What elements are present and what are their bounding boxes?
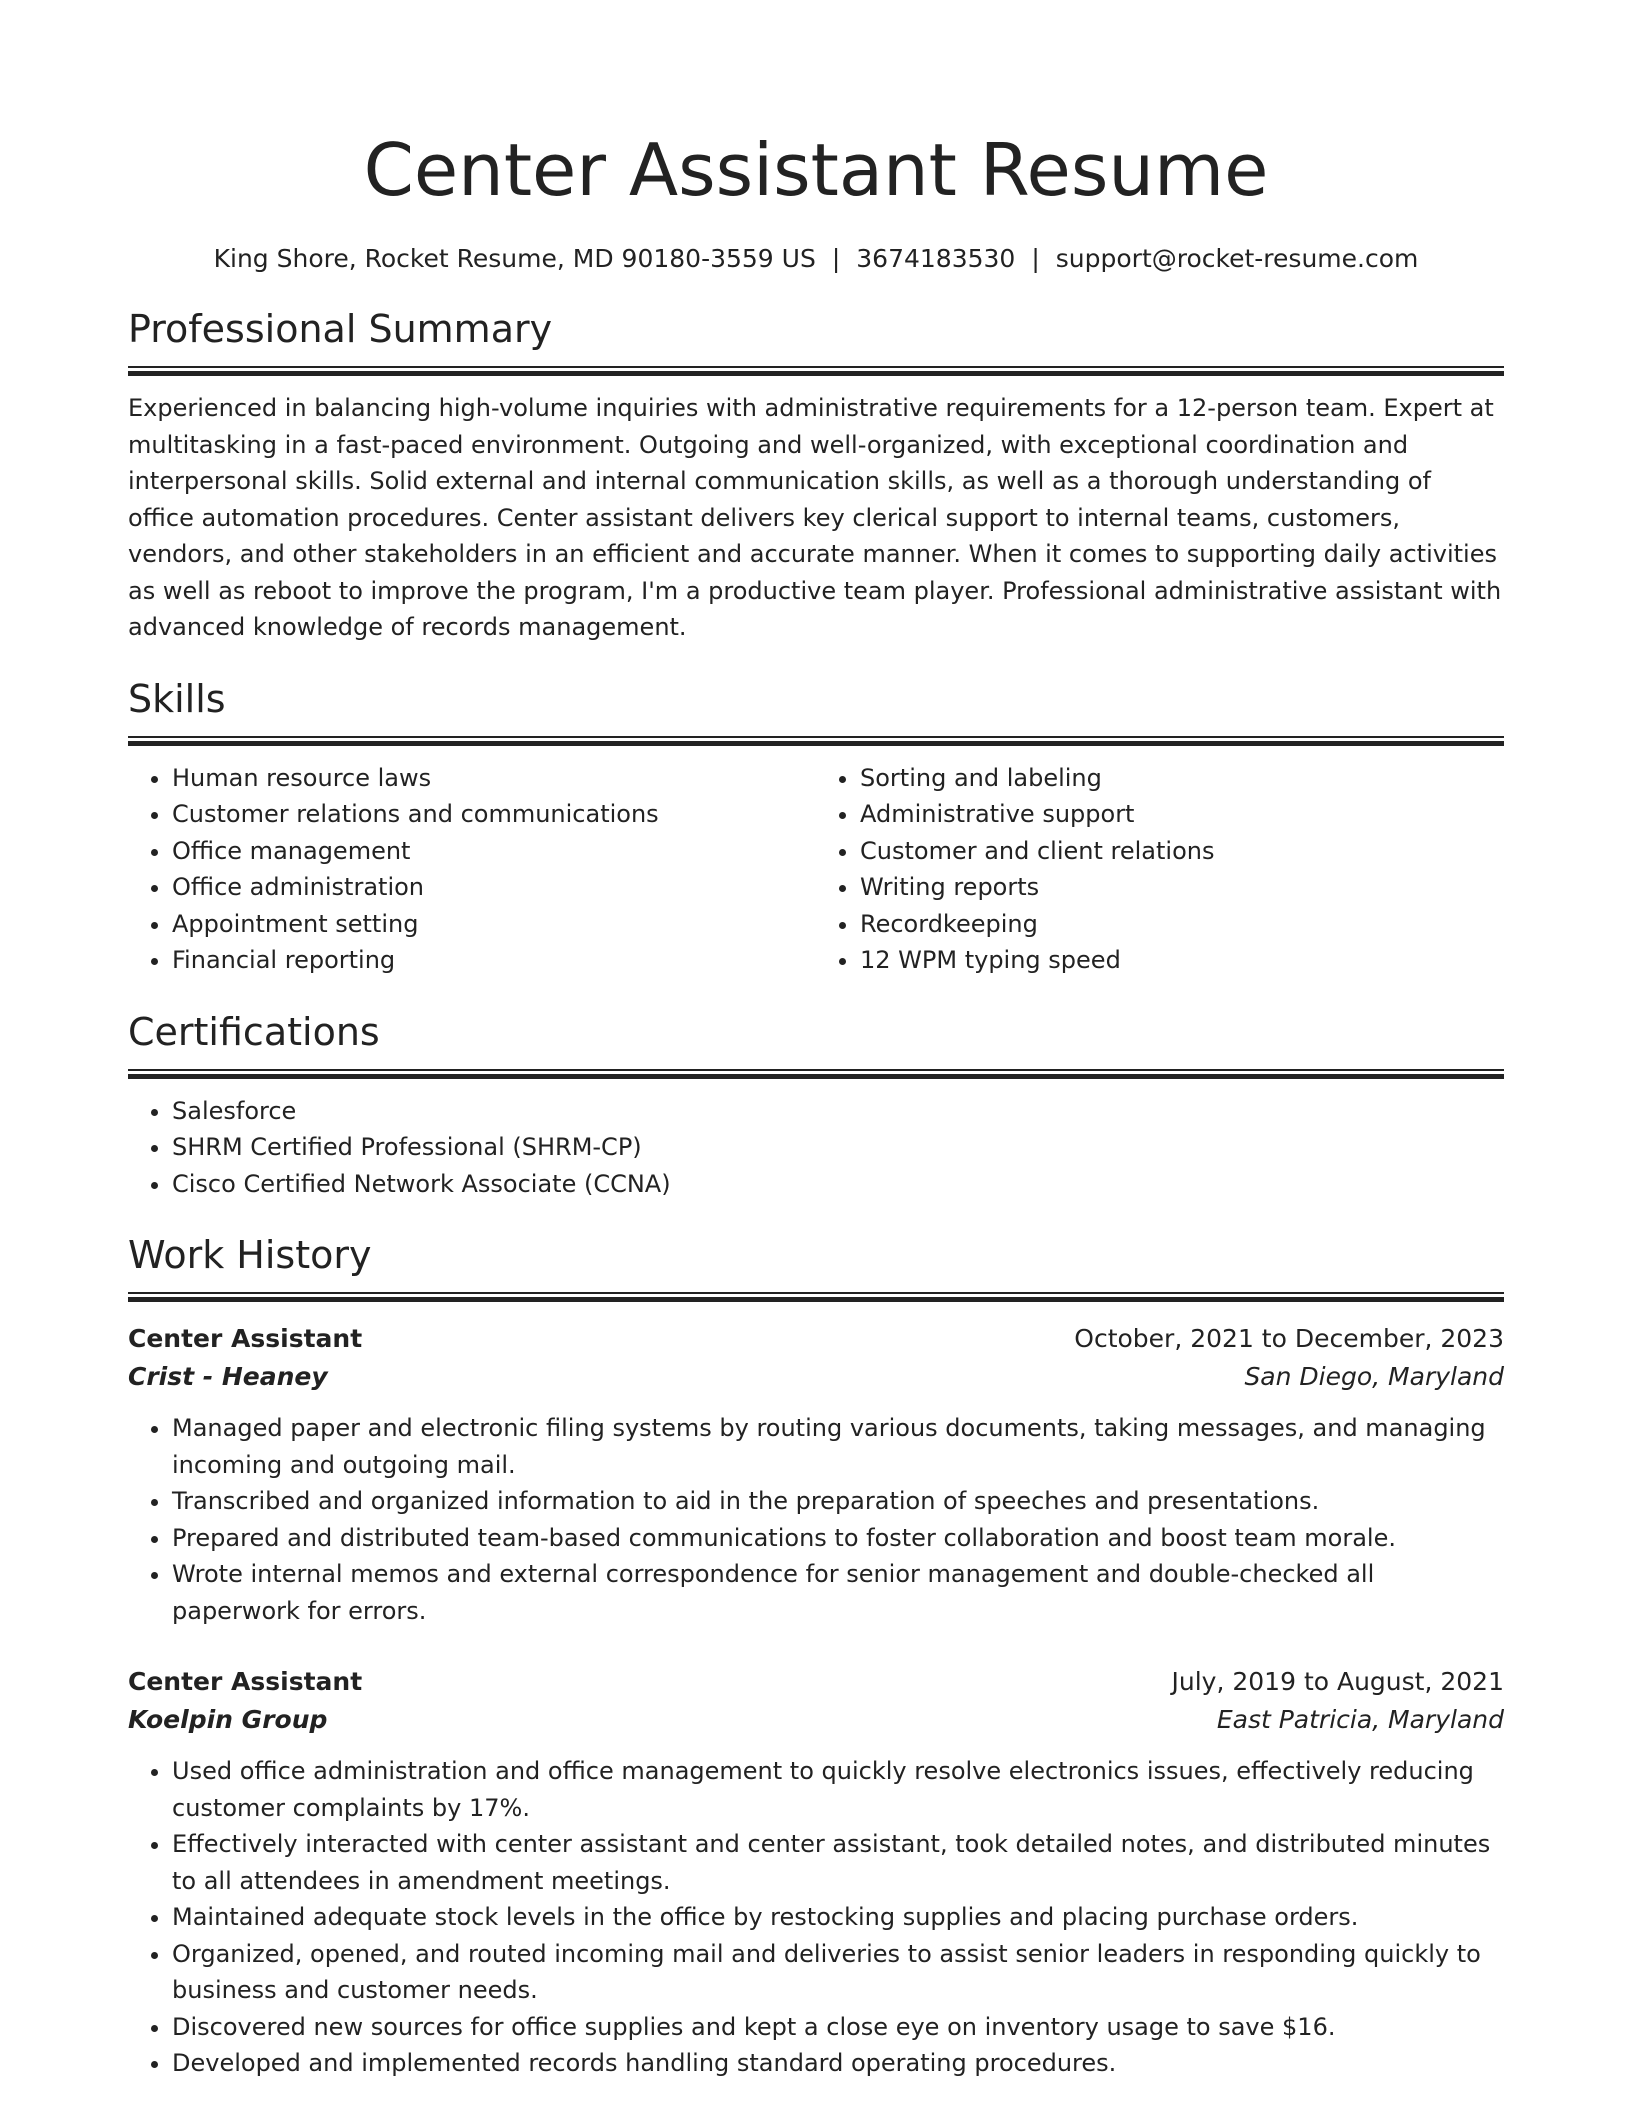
job-bullet: • Maintained adequate stock levels in the office by restocking supplies and placing purchase orders. <box>172 1899 1504 1936</box>
certification-item: • SHRM Certified Professional (SHRM-CP) <box>172 1129 1504 1166</box>
skills-list-right <box>816 760 1504 979</box>
job-bullet: • Managed paper and electronic filing systems by routing various documents, taking messages, and managing incoming and outgoing mail. <box>172 1410 1504 1483</box>
contact-separator: | <box>831 244 841 273</box>
job-bullet: • Discovered new sources for office supplies and kept a close eye on inventory usage to save $16. <box>172 2009 1504 2046</box>
summary-heading: Professional Summary <box>128 307 553 351</box>
job-bullet: • Prepared and distributed team-based communications to foster collaboration and boost team morale. <box>172 1520 1504 1557</box>
job-bullet: • Developed and implemented records handling standard operating procedures. <box>172 2045 1504 2082</box>
job-bullets <box>128 1410 1504 1629</box>
job-subheader-row <box>128 1358 1504 1396</box>
skill-item: • Office administration <box>172 869 816 906</box>
skill-item: • Financial reporting <box>172 942 816 979</box>
job-location: East Patricia, Maryland <box>1216 1705 1504 1734</box>
work-history-heading: Work History <box>128 1233 372 1277</box>
job-dates: July, 2019 to August, 2021 <box>1171 1667 1504 1696</box>
certification-item: • Salesforce <box>172 1093 1504 1130</box>
skill-item: • Office management <box>172 833 816 870</box>
job-dates: October, 2021 to December, 2023 <box>1074 1324 1504 1353</box>
job-location: San Diego, Maryland <box>1244 1362 1504 1391</box>
contact-separator: | <box>1031 244 1040 273</box>
certifications-section <box>128 1007 1504 1203</box>
skill-item: • Sorting and labeling <box>860 760 1504 797</box>
skill-item: • Administrative support <box>860 796 1504 833</box>
skill-item: • Customer relations and communications <box>172 796 816 833</box>
skill-item: • Human resource laws <box>172 760 816 797</box>
contact-phone: 3674183530 <box>856 244 1016 273</box>
certification-item: • Cisco Certified Network Associate (CCNA) <box>172 1166 1504 1203</box>
job-bullet: • Organized, opened, and routed incoming mail and deliveries to assist senior leaders in responding quickly to business and customer needs. <box>172 1936 1504 2009</box>
skill-item: • Recordkeeping <box>860 906 1504 943</box>
section-divider <box>128 366 1504 376</box>
contact-line <box>128 242 1504 276</box>
job-company: Koelpin Group <box>128 1705 328 1734</box>
job-title: Center Assistant <box>128 1324 363 1353</box>
job-subheader-row <box>128 1701 1504 1739</box>
job-bullet: • Effectively interacted with center assistant and center assistant, took detailed notes, and distributed minutes to all attendees in amendment meetings. <box>172 1826 1504 1899</box>
job-bullets <box>128 1753 1504 2082</box>
summary-section <box>128 304 1504 646</box>
skill-item: • Writing reports <box>860 869 1504 906</box>
certifications-heading: Certifications <box>128 1009 380 1054</box>
certifications-list <box>128 1093 1504 1203</box>
job-bullet: • Transcribed and organized information to aid in the preparation of speeches and presentations. <box>172 1483 1504 1520</box>
skill-item: • Appointment setting <box>172 906 816 943</box>
contact-email: support@rocket-resume.com <box>1055 244 1419 273</box>
skill-item: • 12 WPM typing speed <box>860 942 1504 979</box>
job-header-row <box>128 1320 1504 1358</box>
work-history-section <box>128 1230 1504 2082</box>
job-header-row <box>128 1663 1504 1701</box>
job-entry <box>128 1320 1504 1629</box>
skills-section <box>128 674 1504 979</box>
contact-address: King Shore, Rocket Resume, MD 90180-3559 US <box>213 244 816 273</box>
skills-heading: Skills <box>128 676 226 721</box>
resume-title: Center Assistant Resume <box>363 128 1269 212</box>
skills-list-left <box>128 760 816 979</box>
section-divider <box>128 1292 1504 1302</box>
summary-text: Experienced in balancing high-volume inquiries with administrative requirements for a 12-person team. Expert at multitasking in a fast-paced environment. Outgoing and well-organized, with exceptional coordination and interpersonal skills. Solid external and internal communication skills, as well as a thorough understanding of office automation procedures. Center assistant delivers key clerical support to internal teams, customers, vendors, and other stakeholders in an efficient and accurate manner. When it comes to supporting daily activities as well as reboot to improve the program, I'm a productive team player. Professional administrative assistant with advanced knowledge of records management. <box>128 394 1502 641</box>
section-divider <box>128 1069 1504 1079</box>
job-bullet: • Wrote internal memos and external correspondence for senior management and double-checked all paperwork for errors. <box>172 1556 1504 1629</box>
section-divider <box>128 736 1504 746</box>
skills-grid <box>128 760 1504 979</box>
job-entry <box>128 1663 1504 2082</box>
skill-item: • Customer and client relations <box>860 833 1504 870</box>
job-company: Crist - Heaney <box>128 1362 328 1391</box>
job-title: Center Assistant <box>128 1667 363 1696</box>
job-bullet: • Used office administration and office management to quickly resolve electronics issues, effectively reducing customer complaints by 17%. <box>172 1753 1504 1826</box>
